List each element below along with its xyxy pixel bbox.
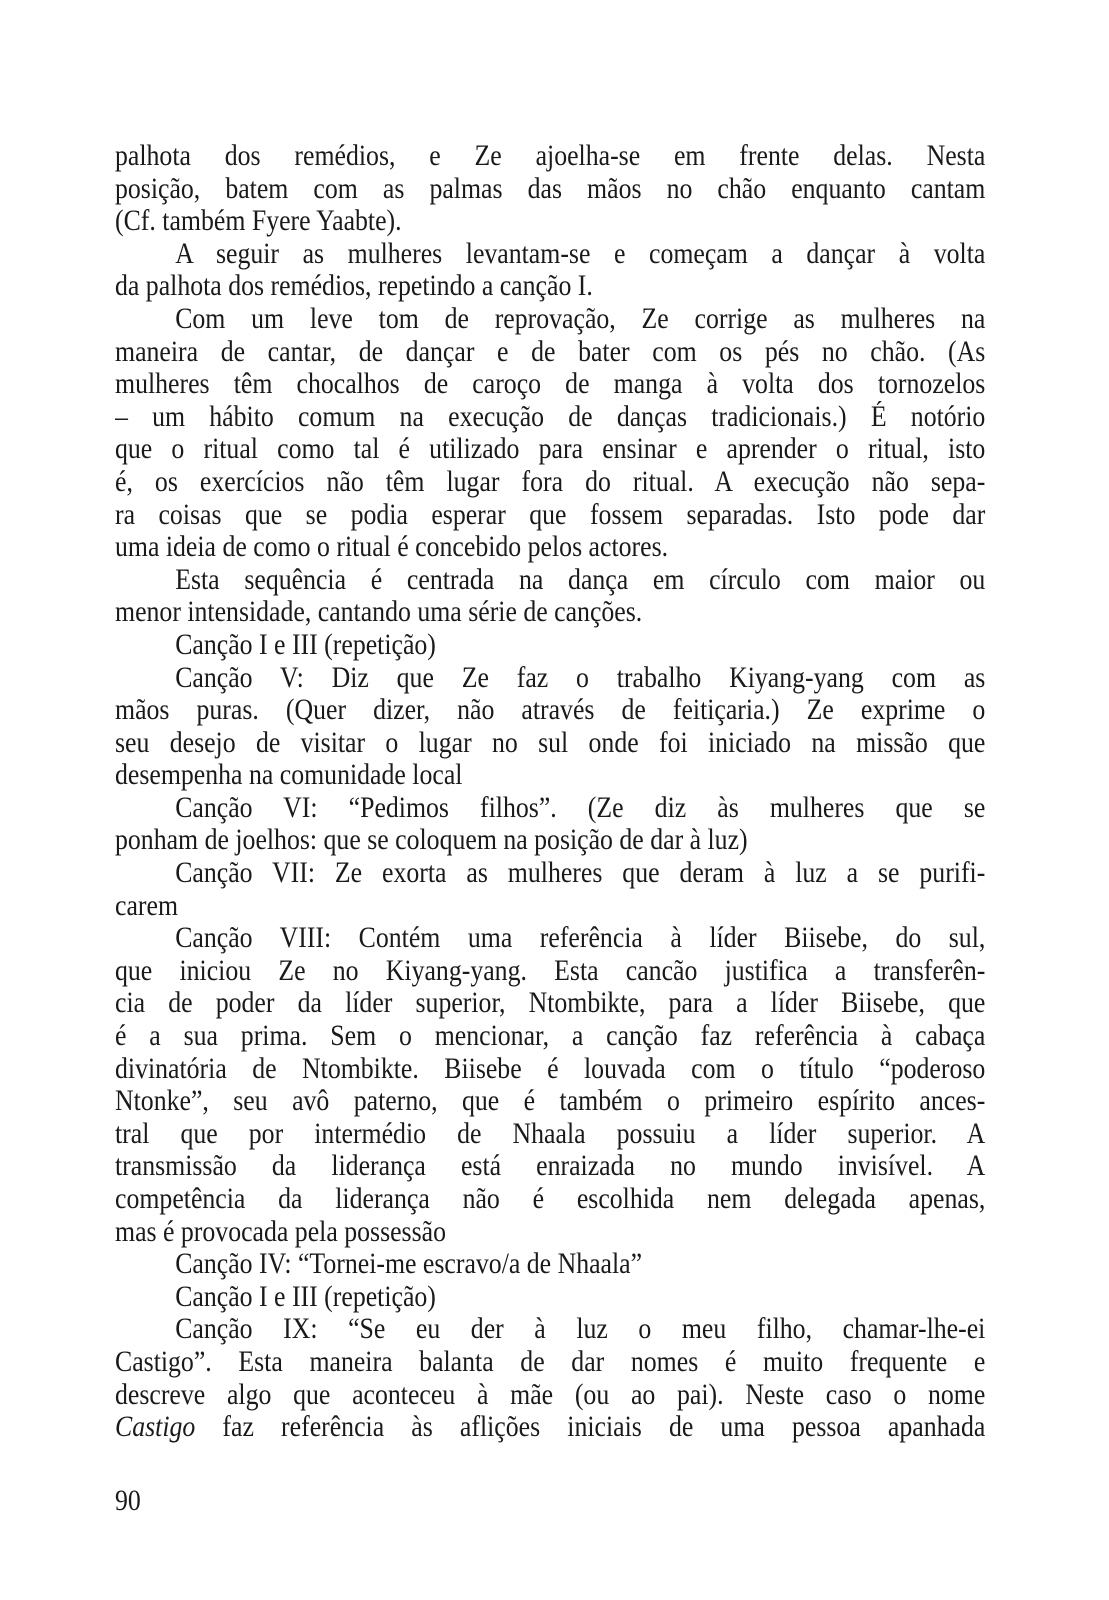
text-line-content: Canção VII: Ze exorta as mulheres que deram à luz a se purifi-: [175, 857, 986, 890]
text-line: [115, 336, 985, 369]
text-line: [115, 140, 985, 173]
text-line: [115, 303, 985, 336]
text-line: [115, 433, 985, 466]
text-line-content: ra coisas que se podia esperar que fossem separadas. Isto pode dar: [115, 498, 986, 531]
text-line: [115, 1020, 985, 1053]
text-line-content: (Cf. também Fyere Yaabte).: [115, 204, 402, 238]
text-line-content: Canção IV: “Tornei-me escravo/a de Nhaala”: [175, 1247, 643, 1281]
text-line: [115, 173, 985, 206]
text-line-content: desempenha na comunidade local: [115, 758, 463, 792]
text-line: [115, 955, 985, 988]
text-line: [115, 270, 985, 303]
text-line-content: maneira de cantar, de dançar e de bater com os pés no chão. (As: [115, 335, 986, 368]
italic-term: Castigo: [115, 1411, 196, 1444]
text-line: [115, 662, 985, 695]
text-line-content: Ntonke”, seu avô paterno, que é também o primeiro espírito ances-: [115, 1085, 986, 1118]
text-line: [115, 1411, 985, 1444]
text-line-content: mãos puras. (Quer dizer, não através de feitiçaria.) Ze exprime o: [115, 694, 986, 727]
text-line-content: Canção V: Diz que Ze faz o trabalho Kiyang-yang com as: [175, 661, 986, 694]
text-line: [115, 205, 985, 238]
text-line-content: que iniciou Ze no Kiyang-yang. Esta cancão justifica a transferên-: [115, 954, 986, 987]
text-line-content: divinatória de Ntombikte. Biisebe é louvada com o título “poderoso: [115, 1052, 986, 1085]
text-line-content: ponham de joelhos: que se coloquem na posição de dar à luz): [115, 823, 748, 857]
text-line: [115, 1118, 985, 1151]
text-line-content: Castigo”. Esta maneira balanta de dar nomes é muito frequente e: [115, 1345, 986, 1378]
text-line: [115, 238, 985, 271]
text-line: [115, 1313, 985, 1346]
text-line-content: transmissão da liderança está enraizada no mundo invisível. A: [115, 1150, 986, 1183]
text-line: [115, 596, 985, 629]
body-text: [115, 140, 985, 1444]
text-line-content: menor intensidade, cantando uma série de canções.: [115, 595, 643, 629]
text-line: [115, 1216, 985, 1249]
text-line: [115, 499, 985, 532]
text-line-content: Canção I e III (repetição): [175, 1279, 436, 1313]
text-line: [115, 857, 985, 890]
text-line: [115, 890, 985, 923]
text-line: [115, 1183, 985, 1216]
text-line-content: Canção VIII: Contém uma referência à líder Biisebe, do sul,: [175, 922, 986, 955]
text-line-content: que o ritual como tal é utilizado para ensinar e aprender o ritual, isto: [115, 433, 986, 466]
text-line-content: seu desejo de visitar o lugar no sul onde foi iniciado na missão que: [115, 726, 986, 759]
text-line-content: descreve algo que aconteceu à mãe (ou ao pai). Neste caso o nome: [115, 1378, 986, 1411]
text-line: [115, 1346, 985, 1379]
text-line: [115, 1248, 985, 1281]
text-line-content: faz referência às aflições iniciais de uma pessoa apanhada: [195, 1411, 986, 1444]
text-line-content: Com um leve tom de reprovação, Ze corrige as mulheres na: [175, 302, 986, 335]
text-line: [115, 466, 985, 499]
text-line: [115, 401, 985, 434]
text-line-content: Canção I e III (repetição): [175, 627, 436, 661]
text-line-content: carem: [115, 888, 179, 922]
text-line: [115, 1085, 985, 1118]
text-line-content: mas é provocada pela possessão: [115, 1214, 446, 1248]
text-line-content: A seguir as mulheres levantam-se e começam a dançar à volta: [175, 237, 986, 270]
text-line-content: posição, batem com as palmas das mãos no chão enquanto cantam: [115, 172, 986, 205]
text-line-content: competência da liderança não é escolhida nem delegada apenas,: [115, 1183, 986, 1215]
text-line-content: Esta sequência é centrada na dança em círculo com maior ou: [175, 563, 986, 596]
text-line: [115, 824, 985, 857]
text-line-content: uma ideia de como o ritual é concebido pelos actores.: [115, 530, 669, 564]
text-line-content: Canção VI: “Pedimos filhos”. (Ze diz às mulheres que se: [175, 791, 986, 824]
text-line-content: é, os exercícios não têm lugar fora do ritual. A execução não sepa-: [115, 465, 986, 498]
text-line: [115, 1281, 985, 1314]
text-line-content: mulheres têm chocalhos de caroço de manga à volta dos tornozelos: [115, 368, 986, 401]
text-line-content: da palhota dos remédios, repetindo a canção I.: [115, 269, 593, 303]
text-line-content: Canção IX: “Se eu der à luz o meu filho, chamar-lhe-ei: [175, 1313, 986, 1346]
text-line: [115, 368, 985, 401]
text-line: [115, 987, 985, 1020]
text-line-content: – um hábito comum na execução de danças tradicionais.) É notório: [115, 400, 986, 433]
text-line: [115, 792, 985, 825]
text-line-content: palhota dos remédios, e Ze ajoelha-se em frente delas. Nesta: [115, 140, 986, 172]
text-line: [115, 727, 985, 760]
text-line: [115, 1379, 985, 1412]
text-line: [115, 922, 985, 955]
text-line-content: cia de poder da líder superior, Ntombikte, para a líder Biisebe, que: [115, 987, 986, 1020]
text-line: [115, 759, 985, 792]
text-line-content: tral que por intermédio de Nhaala possuiu a líder superior. A: [115, 1117, 986, 1150]
text-line: [115, 564, 985, 597]
text-line: [115, 694, 985, 727]
text-line: [115, 531, 985, 564]
text-line: [115, 1053, 985, 1086]
text-line: [115, 1150, 985, 1183]
page-number: 90: [115, 1484, 141, 1517]
text-line-content: é a sua prima. Sem o mencionar, a canção faz referência à cabaça: [115, 1020, 986, 1053]
text-line: [115, 629, 985, 662]
